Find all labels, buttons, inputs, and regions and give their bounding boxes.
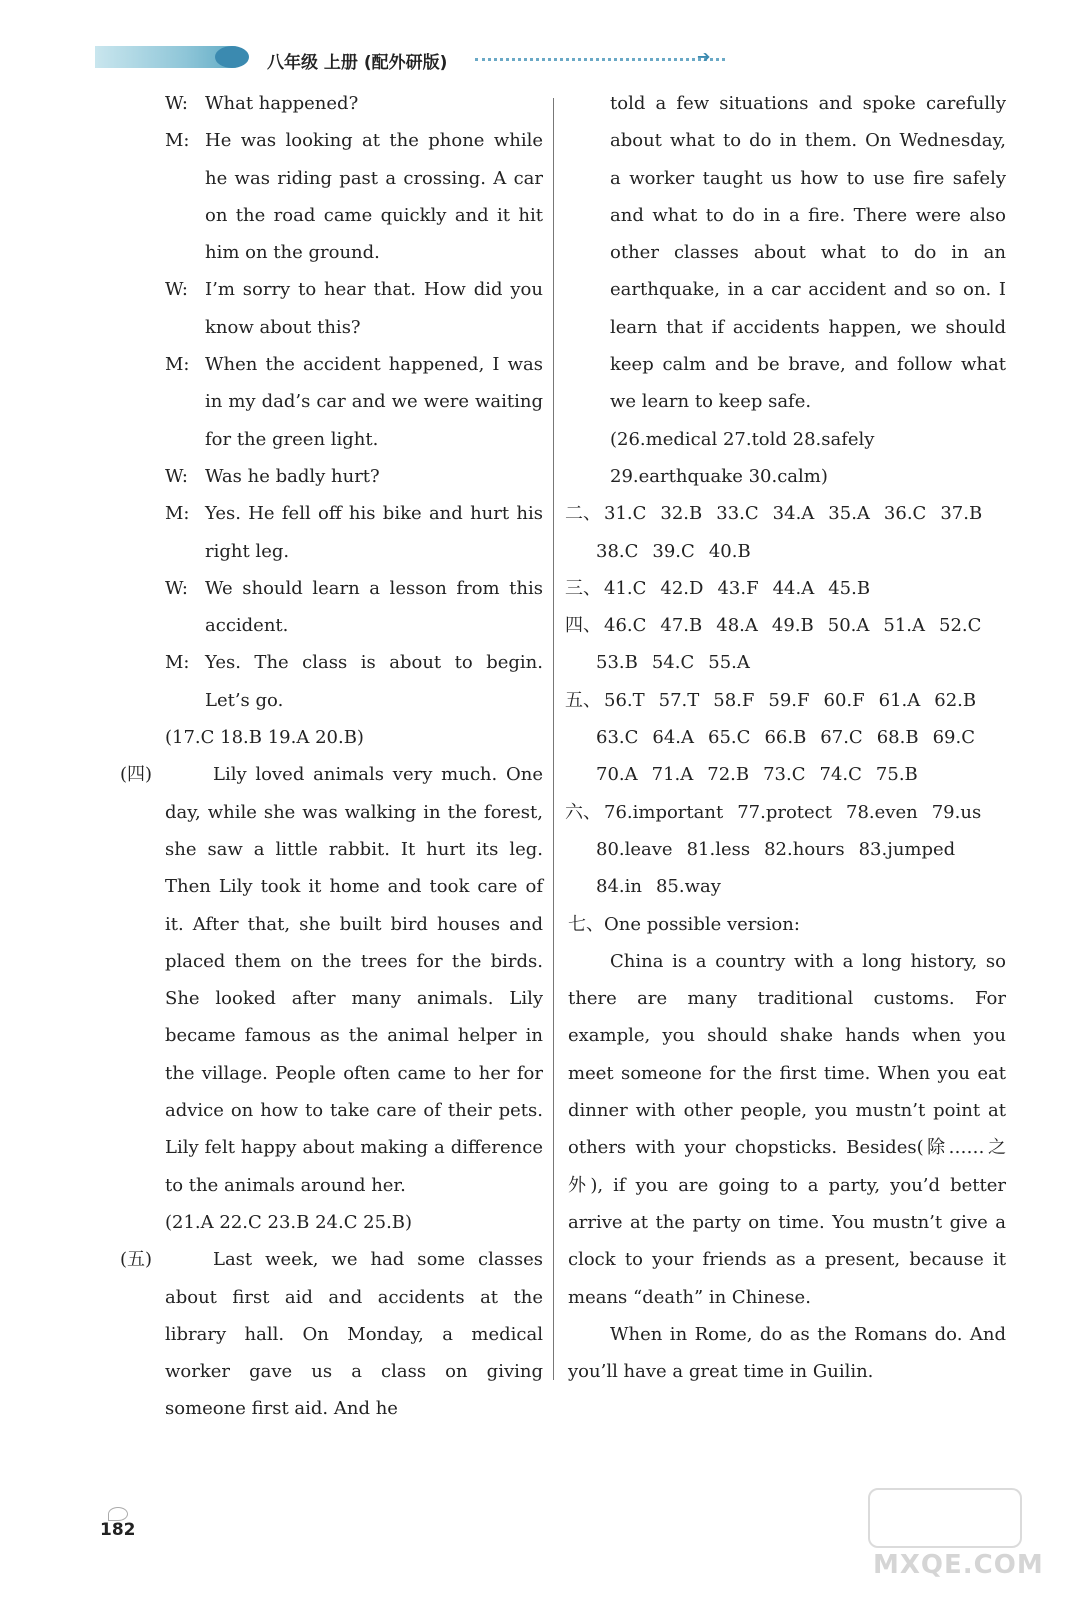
answer-line: 29.earthquake 30.calm) — [610, 465, 828, 487]
leaf-icon — [108, 1507, 128, 1521]
header-dotted-line — [475, 58, 725, 61]
answer-item: 33.C — [716, 503, 759, 525]
section-4-passage — [120, 756, 543, 1204]
section-4-label: (四) — [120, 764, 153, 786]
column-divider — [553, 98, 554, 1380]
section-label: 二、 — [565, 503, 601, 525]
answer-item: 38.C — [596, 540, 639, 562]
answer-item: 32.B — [660, 503, 703, 525]
speaker-text: Was he badly hurt? — [205, 465, 380, 487]
dialogue-line — [165, 495, 543, 570]
answer-item: 63.C — [596, 727, 639, 749]
answer-item: 75.B — [875, 764, 918, 786]
answer-line: (21.A 22.C 23.B 24.C 25.B) — [165, 1211, 413, 1233]
speaker-label: W: — [165, 577, 189, 599]
arrow-icon: ➔ — [697, 47, 711, 66]
section-7-heading — [568, 906, 1006, 943]
answer-item: 42.D — [660, 577, 704, 599]
answer-item: 74.C — [819, 764, 862, 786]
answer-item: 43.F — [717, 577, 759, 599]
section-5-text: Last week, we had some classes about first aid and accidents at the library hall. On Monday, a medical worker gave us a class on giving someone first aid. And he — [165, 1249, 543, 1420]
answer-item: 59.F — [768, 689, 810, 711]
speaker-label: M: — [165, 652, 190, 674]
page-header — [95, 38, 715, 74]
answer-item: 53.B — [596, 652, 638, 674]
right-column — [565, 85, 1006, 1390]
answer-item: 71.A — [651, 764, 694, 786]
speaker-label: M: — [165, 503, 190, 525]
answer-row — [568, 756, 1006, 793]
speaker-label: W: — [165, 93, 189, 114]
speaker-text: What happened? — [205, 93, 359, 114]
answer-item: 69.C — [932, 727, 975, 749]
speaker-text: He was looking at the phone while he was riding past a crossing. A car on the road came quickly and it hit him on the ground. — [205, 130, 543, 264]
answer-item: 84.in — [596, 876, 642, 898]
header-title: 八年级 上册 (配外研版) — [267, 53, 448, 73]
section-4-text: Lily loved animals very much. One day, while she was walking in the forest, she saw a little rabbit. It hurt its leg. Then Lily took it home and took care of it. After that, she built bird houses and placed them on the trees for the birds. She looked after many animals. Lily became famous as the animal helper in the village. People often came to her for advice on how to take care of their pets. Lily felt happy about making a difference to the animals around her. — [165, 764, 543, 1196]
watermark-text: MXQE.COM — [873, 1550, 1044, 1580]
dialogue-line — [165, 85, 543, 122]
page-number: 182 — [100, 1520, 136, 1540]
answer-item: 51.A — [883, 615, 925, 637]
dialogue-line — [165, 644, 543, 719]
answer-line: (26.medical 27.told 28.safely — [610, 428, 875, 450]
section-5-passage — [120, 1241, 543, 1427]
answer-item: 65.C — [708, 727, 751, 749]
answer-item: 47.B — [660, 615, 703, 637]
left-column — [120, 85, 543, 1428]
answer-item: 82.hours — [764, 838, 845, 860]
speaker-text: I’m sorry to hear that. How did you know about this? — [205, 279, 543, 338]
book-logo-icon — [215, 46, 249, 68]
answer-item: 72.B — [707, 764, 750, 786]
answer-item: 61.A — [878, 689, 921, 711]
essay-paragraph: China is a country with a long history, so there are many traditional customs. For example, you should shake hands when you meet someone for the first time. When you eat dinner with other people, you mustn’t point at others with your chopsticks. Besides(除……之外), if you are going to a party, you’d better arrive at the party on time. You mustn’t give a clock to your friends as a present, because it means “death” in Chinese. — [568, 950, 1006, 1308]
answer-row — [565, 794, 1006, 831]
section-label: 五、 — [565, 689, 601, 711]
answer-item: 56.T — [604, 689, 645, 711]
answer-item: 52.C — [939, 615, 982, 637]
answer-row — [568, 868, 1006, 905]
answer-item: 45.B — [828, 577, 871, 599]
dialogue-line — [165, 570, 543, 645]
watermark-logo-icon — [868, 1488, 1022, 1548]
answer-item: 54.C — [651, 652, 695, 674]
section-5-label: (五) — [120, 1249, 153, 1271]
answer-item: 40.B — [708, 540, 751, 562]
answer-item: 81.less — [686, 838, 751, 860]
speaker-label: M: — [165, 130, 190, 152]
answer-row — [568, 831, 1006, 868]
answer-item: 49.B — [771, 615, 814, 637]
speaker-text: When the accident happened, I was in my dad’s car and we were waiting for the green light. — [205, 354, 543, 450]
speaker-label: W: — [165, 279, 189, 301]
answer-key — [565, 495, 1006, 905]
dialogue-line — [165, 458, 543, 495]
answer-item: 60.F — [823, 689, 865, 711]
answer-item: 34.A — [772, 503, 815, 525]
answer-row — [565, 495, 1006, 532]
section-7-title: One possible version: — [604, 913, 800, 935]
answer-item: 31.C — [604, 503, 647, 525]
answer-item: 77.protect — [737, 801, 833, 823]
answer-item: 73.C — [763, 764, 806, 786]
answer-row — [568, 533, 1006, 570]
answer-item: 37.B — [940, 503, 983, 525]
answer-item: 58.F — [713, 689, 755, 711]
answer-item: 70.A — [596, 764, 638, 786]
dialogue-line — [165, 122, 543, 271]
answer-item: 50.A — [827, 615, 870, 637]
answer-item: 67.C — [820, 727, 863, 749]
speaker-text: Yes. The class is about to begin. Let’s go. — [205, 652, 543, 711]
answer-item: 35.A — [828, 503, 870, 525]
answer-item: 55.A — [708, 652, 750, 674]
answer-row — [568, 719, 1006, 756]
answer-row — [565, 607, 1006, 644]
section-7-label: 七、 — [568, 913, 604, 935]
answer-row — [568, 644, 1006, 681]
answer-item: 85.way — [655, 876, 721, 898]
answer-item: 83.jumped — [858, 838, 956, 860]
speaker-text: Yes. He fell off his bike and hurt his right leg. — [205, 503, 543, 562]
answer-item: 76.important — [604, 801, 724, 823]
answer-item: 66.B — [764, 727, 807, 749]
answer-item: 36.C — [883, 503, 927, 525]
answer-item: 64.A — [652, 727, 695, 749]
answer-item: 79.us — [931, 801, 982, 823]
answer-item: 62.B — [934, 689, 977, 711]
speaker-label: W: — [165, 465, 189, 487]
section-label: 三、 — [565, 577, 601, 599]
speaker-label: M: — [165, 354, 190, 376]
answer-item: 46.C — [604, 615, 647, 637]
answer-item: 80.leave — [596, 838, 673, 860]
answer-item: 41.C — [604, 577, 647, 599]
speaker-text: We should learn a lesson from this accident. — [205, 577, 543, 637]
answer-row — [565, 570, 1006, 607]
watermark — [868, 1488, 1044, 1588]
section-5-continued: told a few situations and spoke carefully about what to do in them. On Wednesday, a worker taught us how to use fire safely and what to do in a fire. There were also other classes about what to do in an earthquake, in a car accident and so on. I learn that if accidents happen, we should keep calm and be brave, and follow what we learn to keep safe. — [610, 93, 1006, 413]
answer-item: 78.even — [846, 801, 918, 823]
answer-item: 57.T — [658, 689, 700, 711]
answer-item: 48.A — [716, 615, 758, 637]
essay-paragraph: When in Rome, do as the Romans do. And you’ll have a great time in Guilin. — [568, 1323, 1006, 1383]
answer-row — [565, 682, 1006, 719]
section-label: 六、 — [565, 801, 601, 823]
answer-line: (17.C 18.B 19.A 20.B) — [165, 727, 364, 749]
section-label: 四、 — [565, 615, 601, 637]
answer-item: 68.B — [876, 727, 919, 749]
answer-item: 39.C — [652, 540, 695, 562]
dialogue-line — [165, 271, 543, 346]
answer-item: 44.A — [772, 577, 815, 599]
dialogue-line — [165, 346, 543, 458]
